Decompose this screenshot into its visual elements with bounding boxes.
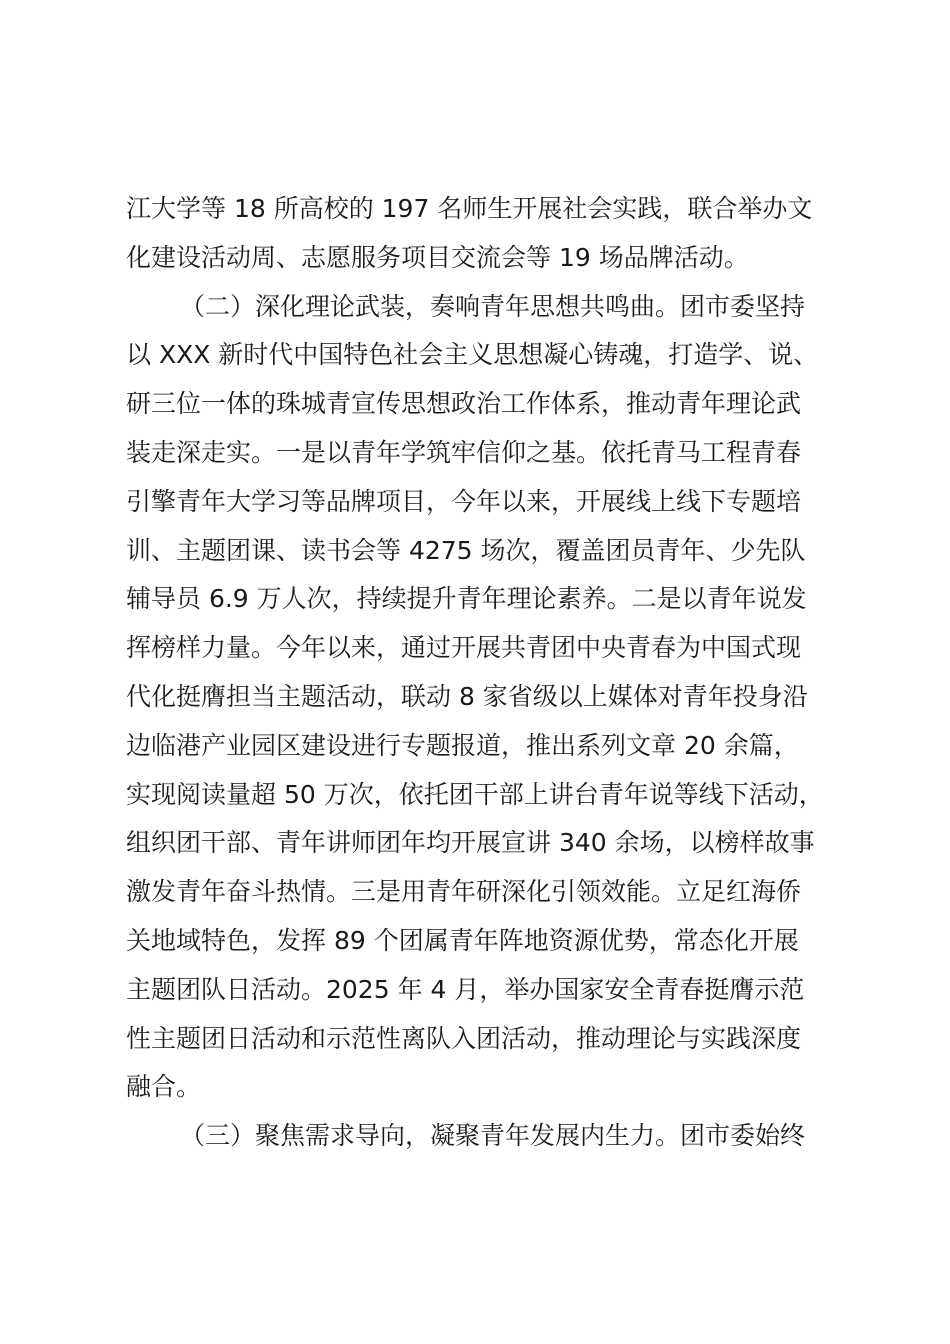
text-line: 化建设活动周、志愿服务项目交流会等 19 场品牌活动。 [126,242,749,272]
text-line: 辅导员 6.9 万人次，持续提升青年理论素养。二是以青年说发 [126,584,807,614]
text-line: 引擎青年大学习等品牌项目，今年以来，开展线上线下专题培 [126,486,802,516]
text-line: 代化挺膺担当主题活动，联动 8 家省级以上媒体对青年投身沿 [126,681,808,711]
text-line: 装走深走实。一是以青年学筑牢信仰之基。依托青马工程青春 [126,437,802,467]
section-heading-line: （三）聚焦需求导向，凝聚青年发展内生力。团市委始终 [180,1121,806,1151]
text-line: 以 XXX 新时代中国特色社会主义思想凝心铸魂，打造学、说、 [126,340,819,370]
text-line: 江大学等 18 所高校的 197 名师生开展社会实践，联合举办文 [126,194,813,223]
text-line: 训、主题团课、读书会等 4275 场次，覆盖团员青年、少先队 [126,535,806,565]
body-text [126,185,846,1161]
text-line: 边临港产业园区建设进行专题报道，推出系列文章 20 余篇， [126,730,799,760]
text-line: 组织团干部、青年讲师团年均开展宣讲 340 余场，以榜样故事 [126,828,815,858]
text-line: 挥榜样力量。今年以来，通过开展共青团中央青春为中国式现 [126,633,802,663]
text-line: 主题团队日活动。2025 年 4 月，举办国家安全青春挺膺示范 [126,974,805,1004]
text-line: 激发青年奋斗热情。三是用青年研深化引领效能。立足红海侨 [126,877,802,907]
text-line: 性主题团日活动和示范性离队入团活动，推动理论与实践深度 [126,1023,802,1053]
section-heading-line: （二）深化理论武装，奏响青年思想共鸣曲。团市委坚持 [180,291,806,321]
text-line: 研三位一体的珠城青宣传思想政治工作体系，推动青年理论武 [126,389,802,419]
text-line: 关地域特色，发挥 89 个团属青年阵地资源优势，常态化开展 [126,925,799,955]
text-line: 实现阅读量超 50 万次，依托团干部上讲台青年说等线下活动， [126,779,824,809]
text-line: 融合。 [126,1072,202,1102]
